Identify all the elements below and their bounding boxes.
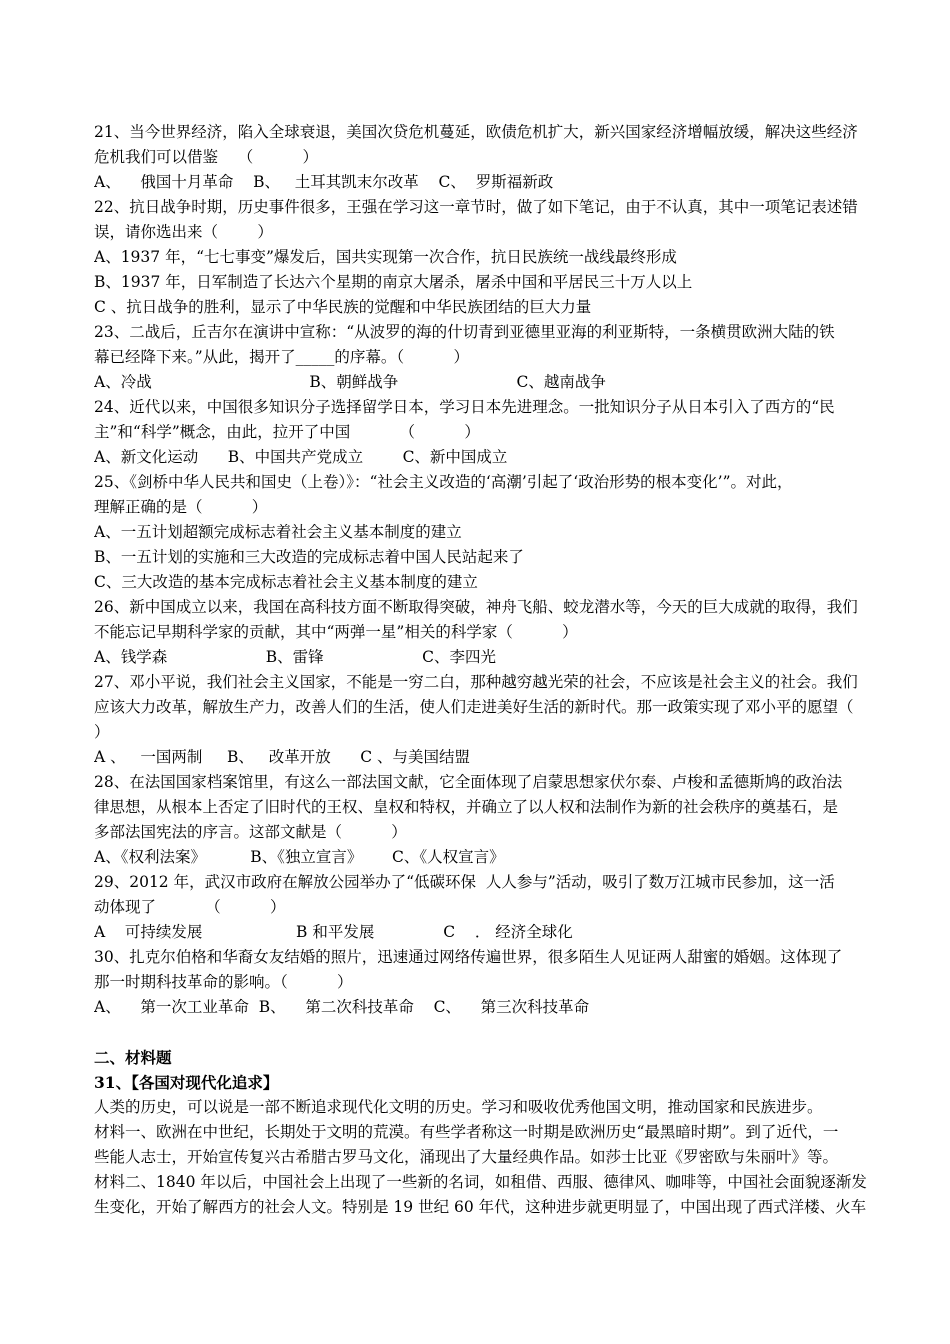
material-line: 材料二、1840 年以后，中国社会上出现了一些新的名词，如租借、西服、德律风、咖啡等，中国社会面貌逐渐发: [94, 1173, 867, 1191]
text-line: A、冷战 B、朝鲜战争 C、越南战争: [94, 373, 606, 391]
text-line: A、《权利法案》 B、《独立宣言》 C、《人权宣言》: [94, 848, 505, 866]
text-line: 24、近代以来，中国很多知识分子选择留学日本，学习日本先进理念。一批知识分子从日本引入了西方的“民: [94, 398, 835, 416]
text-line: 误，请你选出来（ ）: [94, 223, 273, 241]
text-line: C、三大改造的基本完成标志着社会主义基本制度的建立: [94, 573, 478, 591]
text-line: A、 第一次工业革命 B、 第二次科技革命 C、 第三次科技革命: [94, 998, 590, 1016]
material-line: 人类的历史，可以说是一部不断追求现代化文明的历史。学习和吸收优秀他国文明，推动国家和民族进步。: [94, 1098, 823, 1116]
question-title: 31、【各国对现代化追求】: [94, 1073, 279, 1092]
text-line: 28、在法国国家档案馆里，有这么一部法国文献，它全面体现了启蒙思想家伏尔泰、卢梭和孟德斯鸠的政治法: [94, 773, 843, 791]
text-line: 26、新中国成立以来，我国在高科技方面不断取得突破，神舟飞船、蛟龙潜水等，今天的巨大成就的取得，我们: [94, 598, 858, 616]
text-line: A 可持续发展 B 和平发展 C ． 经济全球化: [94, 923, 573, 941]
text-line: 25、《剑桥中华人民共和国史（上卷）》：“社会主义改造的‘高潮’引起了‘政治形势的根本变化’”。对此，: [94, 473, 793, 491]
text-line: 律思想，从根本上否定了旧时代的王权、皇权和特权，并确立了以人权和法制作为新的社会秩序的奠基石，是: [94, 798, 839, 816]
text-line: 29、2012 年，武汉市政府在解放公园举办了“低碳环保 人人参与”活动，吸引了数万江城市民参加，这一活: [94, 873, 835, 891]
text-line: 幕已经降下来。”从此，揭开了_____的序幕。（ ）: [94, 348, 469, 366]
text-line: 27、邓小平说，我们社会主义国家，不能是一穷二白，那种越穷越光荣的社会，不应该是社会主义的社会。我们: [94, 673, 858, 691]
text-line: A、一五计划超额完成标志着社会主义基本制度的建立: [94, 523, 462, 541]
text-line: 22、抗日战争时期，历史事件很多，王强在学习这一章节时，做了如下笔记，由于不认真，其中一项笔记表述错: [94, 198, 858, 216]
text-line: 那一时期科技革命的影响。（ ）: [94, 973, 353, 991]
text-line: 21、当今世界经济，陷入全球衰退，美国次贷危机蔓延，欧债危机扩大，新兴国家经济增幅放缓，解决这些经济: [94, 123, 858, 141]
text-line: 多部法国宪法的序言。这部文献是（ ）: [94, 823, 407, 841]
document-page: [94, 120, 884, 1220]
text-line: A 、 一国两制 B、 改革开放 C 、与美国结盟: [94, 748, 471, 766]
material-line: 些能人志士，开始宣传复兴古希腊古罗马文化，涌现出了大量经典作品。如莎士比亚《罗密欧与朱丽叶》等。: [94, 1148, 839, 1166]
text-line: A、 俄国十月革命 B、 土耳其凯末尔改革 C、 罗斯福新政: [94, 173, 554, 191]
text-line: A、钱学森 B、雷锋 C、李四光: [94, 648, 497, 666]
text-line: B、1937 年，日军制造了长达六个星期的南京大屠杀，屠杀中国和平居民三十万人以上: [94, 273, 693, 291]
text-line: 应该大力改革，解放生产力，改善人们的生活，使人们走进美好生活的新时代。那一政策实现了邓小平的愿望（: [94, 698, 854, 716]
section-title: 二、材料题: [94, 1048, 172, 1067]
text-line: 危机我们可以借鉴 （ ）: [94, 148, 318, 166]
text-line: A、1937 年，“七七事变”爆发后，国共实现第一次合作，抗日民族统一战线最终形成: [94, 248, 677, 266]
text-line: A、新文化运动 B、中国共产党成立 C、新中国成立: [94, 448, 508, 466]
material-line: 材料一、欧洲在中世纪，长期处于文明的荒漠。有些学者称这一时期是欧洲历史“最黑暗时期”。到了近代，一: [94, 1123, 839, 1141]
text-line: ）: [94, 723, 110, 741]
text-line: 23、二战后，丘吉尔在演讲中宣称：“从波罗的海的什切青到亚德里亚海的利亚斯特，一条横贯欧洲大陆的铁: [94, 323, 835, 341]
text-line: C 、抗日战争的胜利，显示了中华民族的觉醒和中华民族团结的巨大力量: [94, 298, 592, 316]
text-line: B、一五计划的实施和三大改造的完成标志着中国人民站起来了: [94, 548, 524, 566]
text-line: 动体现了 （ ）: [94, 898, 286, 916]
material-line: 生变化，开始了解西方的社会人文。特别是 19 世纪 60 年代，这种进步就更明显了，中国出现了西式洋楼、火车: [94, 1198, 867, 1216]
text-line: 不能忘记早期科学家的贡献，其中“两弹一星”相关的科学家（ ）: [94, 623, 578, 641]
text-line: 理解正确的是（ ）: [94, 498, 268, 516]
text-line: 30、扎克尔伯格和华裔女友结婚的照片，迅速通过网络传遍世界，很多陌生人见证两人甜蜜的婚姻。这体现了: [94, 948, 843, 966]
blank-line: [94, 1020, 884, 1045]
text-line: 主”和“科学”概念，由此，拉开了中国 （ ）: [94, 423, 480, 441]
